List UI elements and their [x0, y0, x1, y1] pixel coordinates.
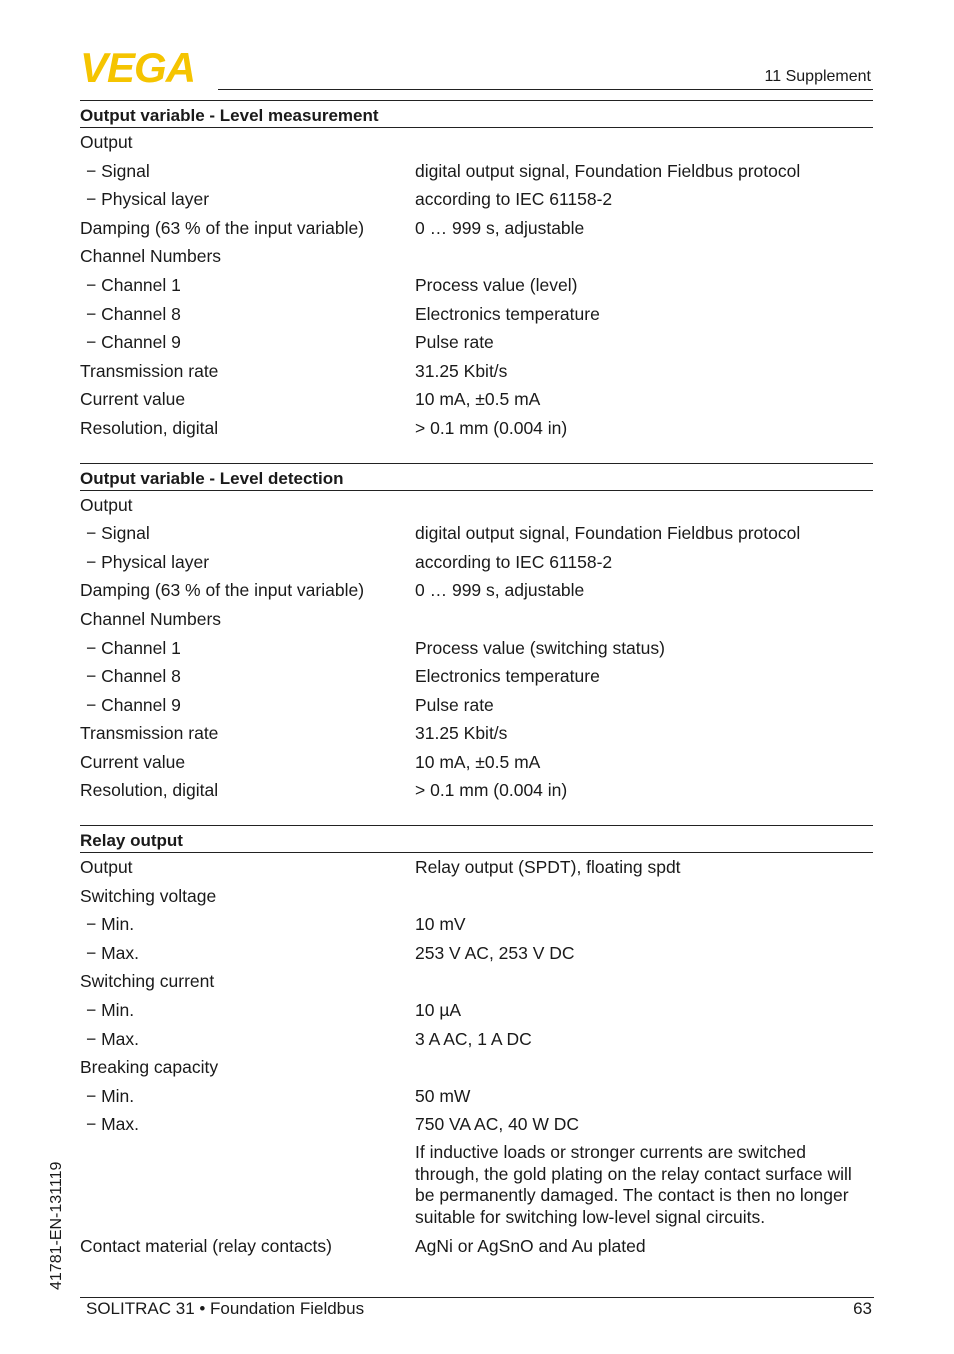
spec-label: Resolution, digital: [80, 780, 219, 801]
spec-row: [80, 414, 873, 443]
spec-label: Resolution, digital: [80, 417, 219, 438]
spec-value: 10 mA, ±0.5 mA: [415, 389, 541, 410]
spec-label: Channel Numbers: [80, 246, 222, 267]
spec-row: [80, 357, 873, 386]
spec-label: − Signal: [80, 157, 415, 186]
section-relay-output: [80, 825, 873, 1260]
spec-value: 0 … 999 s, adjustable: [415, 217, 585, 238]
spec-label: − Min.: [80, 996, 415, 1025]
spec-label: − Channel 1: [80, 634, 415, 663]
spec-label: − Physical layer: [80, 185, 415, 214]
spec-label: Output: [80, 132, 133, 152]
spec-value: 750 VA AC, 40 W DC: [415, 1114, 580, 1135]
spec-value: Process value (level): [415, 274, 578, 295]
spec-row: [80, 967, 873, 996]
spec-row: [80, 1110, 873, 1139]
spec-label: Current value: [80, 389, 186, 410]
spec-label: − Max.: [80, 1110, 415, 1139]
spec-value: 10 mA, ±0.5 mA: [415, 751, 541, 772]
spec-row: [80, 748, 873, 777]
spec-row: [80, 385, 873, 414]
spec-row: [80, 634, 873, 663]
spec-label: − Min.: [80, 910, 415, 939]
spec-row: [80, 605, 873, 634]
spec-row: [80, 185, 873, 214]
section-title: Relay output: [80, 825, 873, 853]
section-title: Output variable - Level measurement: [80, 100, 873, 128]
spec-value: [415, 491, 873, 520]
spec-value: Electronics temperature: [415, 666, 600, 687]
spec-label: − Max.: [80, 1025, 415, 1054]
spec-label: Transmission rate: [80, 723, 219, 744]
spec-label: Damping (63 % of the input variable): [80, 580, 365, 601]
spec-label: − Channel 9: [80, 691, 415, 720]
document-number: 41781-EN-131119: [48, 1161, 65, 1290]
spec-label: Channel Numbers: [80, 608, 222, 629]
spec-label: Switching voltage: [80, 885, 217, 906]
spec-label: Contact material (relay contacts): [80, 1235, 332, 1256]
spec-value: according to IEC 61158-2: [415, 189, 613, 210]
spec-row: [80, 1053, 873, 1082]
spec-row: [80, 548, 873, 577]
spec-row: [80, 242, 873, 271]
spec-row: [80, 128, 873, 157]
spec-row: [80, 1232, 873, 1261]
spec-row: [80, 157, 873, 186]
vega-logo: [80, 50, 212, 84]
spec-value: [415, 967, 873, 996]
spec-value: 10 mV: [415, 914, 466, 935]
spec-row: [80, 996, 873, 1025]
page-number: 63: [853, 1299, 872, 1318]
spec-value: 3 A AC, 1 A DC: [415, 1028, 532, 1049]
spec-label: Breaking capacity: [80, 1057, 219, 1078]
section-level-detection: [80, 463, 873, 806]
spec-row: [80, 214, 873, 243]
spec-row: [80, 1025, 873, 1054]
spec-value: Electronics temperature: [415, 303, 600, 324]
spec-value: [415, 882, 873, 911]
spec-value: [415, 605, 873, 634]
spec-row: [80, 662, 873, 691]
spec-content: [80, 100, 873, 1280]
spec-value: Relay output (SPDT), floating spdt: [415, 857, 681, 878]
spec-value: 31.25 Kbit/s: [415, 360, 508, 381]
spec-label: − Max.: [80, 939, 415, 968]
spec-value: [415, 242, 873, 271]
footer-rule: [80, 1297, 874, 1298]
spec-value: If inductive loads or stronger currents are switched through, the gold plating on the relay contact surface will be permanently damaged. The contact is then no longer suitable for switching low-level signal circuits.: [415, 1142, 852, 1228]
spec-value: 253 V AC, 253 V DC: [415, 942, 575, 963]
spec-value: 0 … 999 s, adjustable: [415, 580, 585, 601]
spec-row: [80, 491, 873, 520]
spec-value: 10 µA: [415, 1000, 462, 1021]
spec-row: [80, 939, 873, 968]
spec-value: digital output signal, Foundation Fieldbus protocol: [415, 523, 801, 544]
spec-label: Switching current: [80, 971, 215, 992]
spec-row: [80, 691, 873, 720]
spec-value: [415, 1053, 873, 1082]
spec-value: 31.25 Kbit/s: [415, 723, 508, 744]
spec-label: Current value: [80, 751, 186, 772]
footer-product-title: SOLITRAC 31 • Foundation Fieldbus: [86, 1299, 365, 1318]
spec-row: [80, 853, 873, 882]
spec-label: − Signal: [80, 519, 415, 548]
spec-label: − Channel 8: [80, 662, 415, 691]
spec-row: [80, 576, 873, 605]
spec-label: − Channel 8: [80, 300, 415, 329]
spec-label: Output: [80, 857, 133, 878]
spec-label: − Channel 9: [80, 328, 415, 357]
header-section-label: 11 Supplement: [764, 68, 871, 85]
spec-value: 50 mW: [415, 1085, 471, 1106]
spec-row: [80, 328, 873, 357]
spec-value: Process value (switching status): [415, 637, 665, 658]
spec-value: [415, 128, 873, 157]
spec-value: AgNi or AgSnO and Au plated: [415, 1235, 646, 1256]
spec-row: [80, 271, 873, 300]
spec-label: [80, 1142, 415, 1229]
spec-value: Pulse rate: [415, 694, 494, 715]
section-title: Output variable - Level detection: [80, 463, 873, 491]
spec-note: [80, 1139, 873, 1232]
spec-row: [80, 519, 873, 548]
spec-label: Damping (63 % of the input variable): [80, 217, 365, 238]
header-rule: [218, 89, 873, 90]
spec-value: > 0.1 mm (0.004 in): [415, 417, 568, 438]
spec-row: [80, 300, 873, 329]
spec-label: − Physical layer: [80, 548, 415, 577]
spec-label: Transmission rate: [80, 360, 219, 381]
spec-row: [80, 719, 873, 748]
spec-row: [80, 1082, 873, 1111]
spec-label: − Channel 1: [80, 271, 415, 300]
spec-row: [80, 882, 873, 911]
spec-row: [80, 910, 873, 939]
spec-label: Output: [80, 494, 133, 515]
section-level-measurement: [80, 100, 873, 443]
spec-value: digital output signal, Foundation Fieldbus protocol: [415, 160, 801, 181]
logo-text: VEGA: [80, 50, 196, 84]
spec-value: according to IEC 61158-2: [415, 551, 613, 572]
spec-label: − Min.: [80, 1082, 415, 1111]
spec-value: > 0.1 mm (0.004 in): [415, 780, 568, 801]
spec-value: Pulse rate: [415, 332, 494, 353]
spec-row: [80, 776, 873, 805]
